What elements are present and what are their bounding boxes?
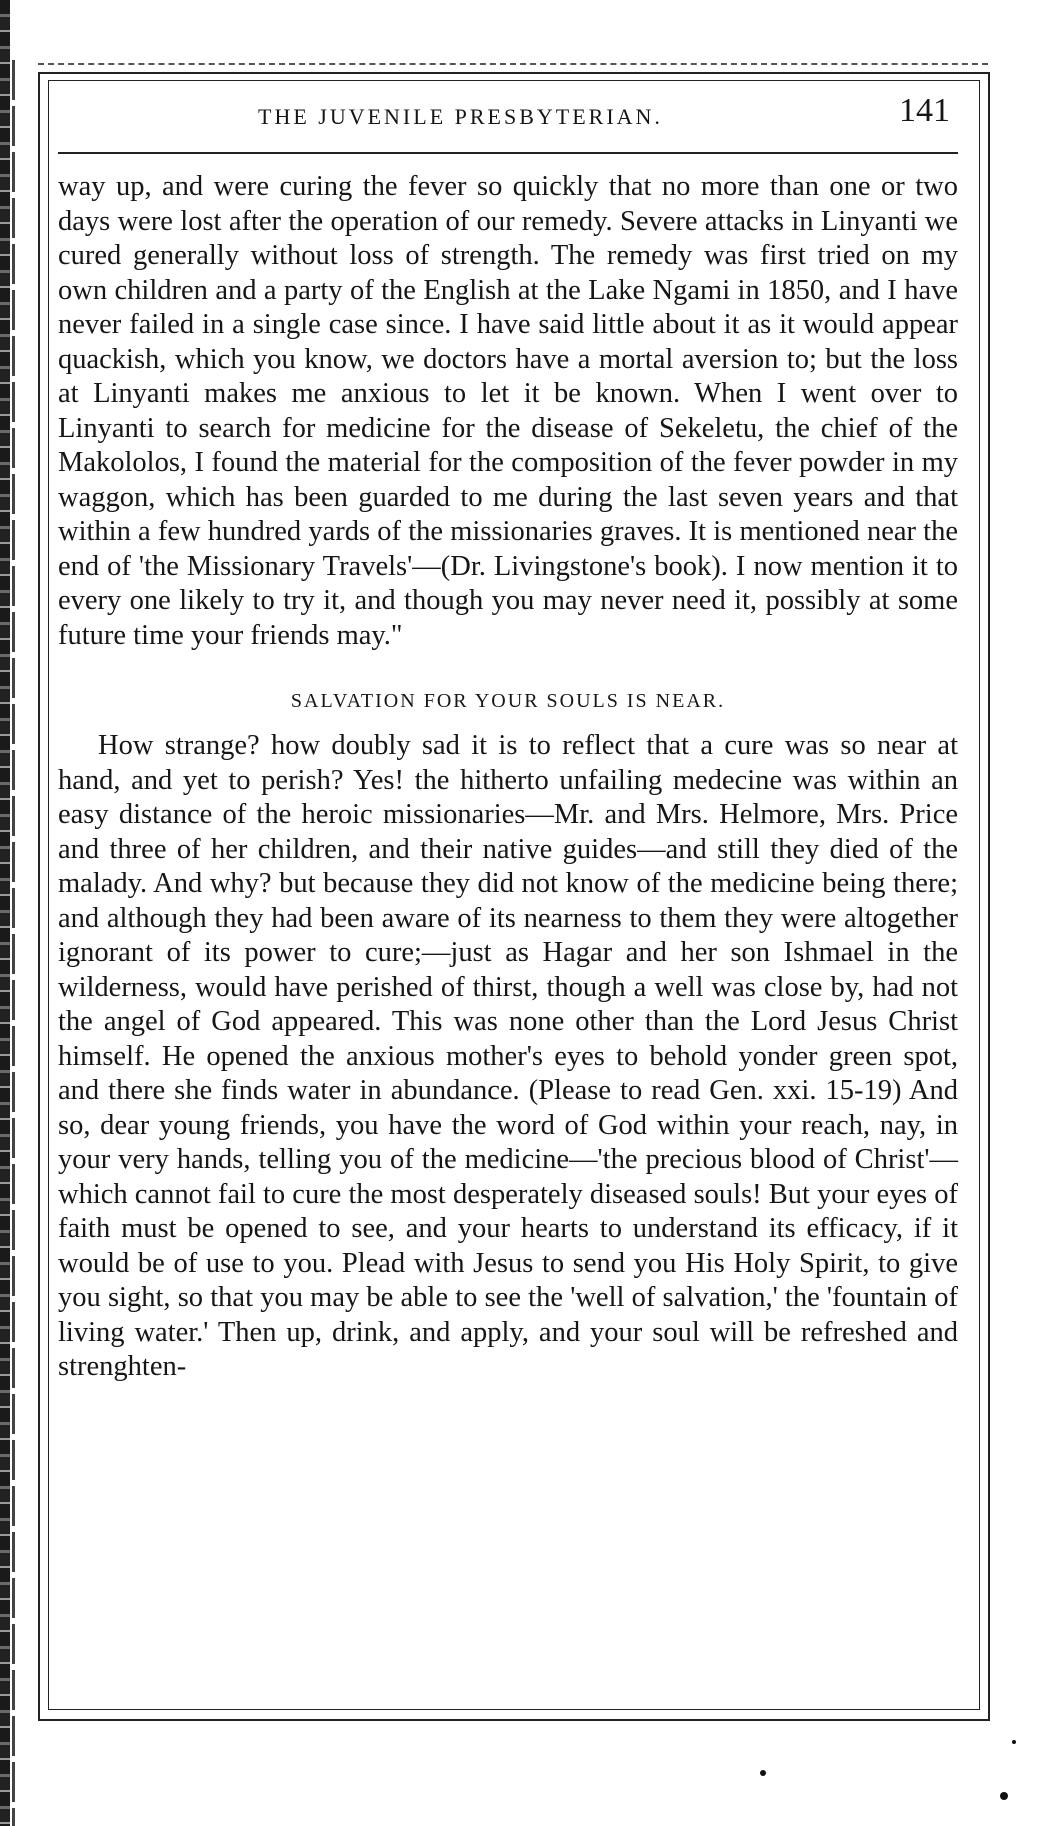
page-body	[58, 170, 958, 1385]
running-head: THE JUVENILE PRESBYTERIAN.	[258, 104, 663, 129]
page-number: 141	[899, 92, 950, 129]
paragraph-salvation: How strange? how doubly sad it is to reflect that a cure was so near at hand, and yet to perish? Yes! the hitherto unfailing medecine was within an easy distance of the heroic missionaries—Mr. and Mrs. Helmore, Mrs. Price and three of her children, and their native guides—and still they died of the malady. And why? but because they did not know of the medicine being there; and although they had been aware of its nearness to them they were altogether ignorant of its power to cure;—just as Hagar and her son Ishmael in the wilderness, would have perished of thirst, though a well was close by, had not the angel of God appeared. This was none other than the Lord Jesus Christ himself. He opened the anxious mother's eyes to behold yonder green spot, and there she finds water in abundance. (Please to read Gen. xxi. 15-19) And so, dear young friends, you have the word of God within your reach, nay, in your very hands, telling you of the medicine—'the precious blood of Christ'—which cannot fail to cure the most desperately diseased souls! But your eyes of faith must be opened to see, and your hearts to understand its efficacy, if it would be of use to you. Plead with Jesus to send you His Holy Spirit, to give you sight, so that you may be able to see the 'well of salvation,' the 'fountain of living water.' Then up, drink, and apply, and your soul will be refreshed and strenghten-	[58, 730, 958, 1382]
speck-mark	[760, 1770, 766, 1776]
speck-mark	[1000, 1792, 1008, 1800]
binding-shadow	[12, 60, 15, 1826]
top-rule	[38, 63, 988, 65]
section-heading: SALVATION FOR YOUR SOULS IS NEAR.	[290, 690, 726, 712]
binding-edge	[0, 0, 10, 1826]
speck-mark	[1012, 1740, 1016, 1744]
paragraph-continued: way up, and were curing the fever so quickly that no more than one or two days were lost after the operation of our remedy. Severe attacks in Linyanti we cured generally without loss of strength. The remedy was first tried on my own children and a party of the English at the Lake Ngami in 1850, and I have never failed in a single case since. I have said little about it as it would appear quackish, which you know, we doctors have a mortal aversion to; but the loss at Linyanti makes me anxious to let it be known. When I went over to Linyanti to search for medicine for the disease of Sekeletu, the chief of the Makololos, I found the material for the composition of the fever powder in my waggon, which has been guarded to me during the last seven years and that within a few hundred yards of the missionaries graves. It is mentioned near the end of 'the Missionary Travels'—(Dr. Livingstone's book). I now mention it to every one likely to try it, and though you may never need it, possibly at some future time your friends may."	[58, 171, 958, 651]
page-header	[58, 92, 958, 154]
